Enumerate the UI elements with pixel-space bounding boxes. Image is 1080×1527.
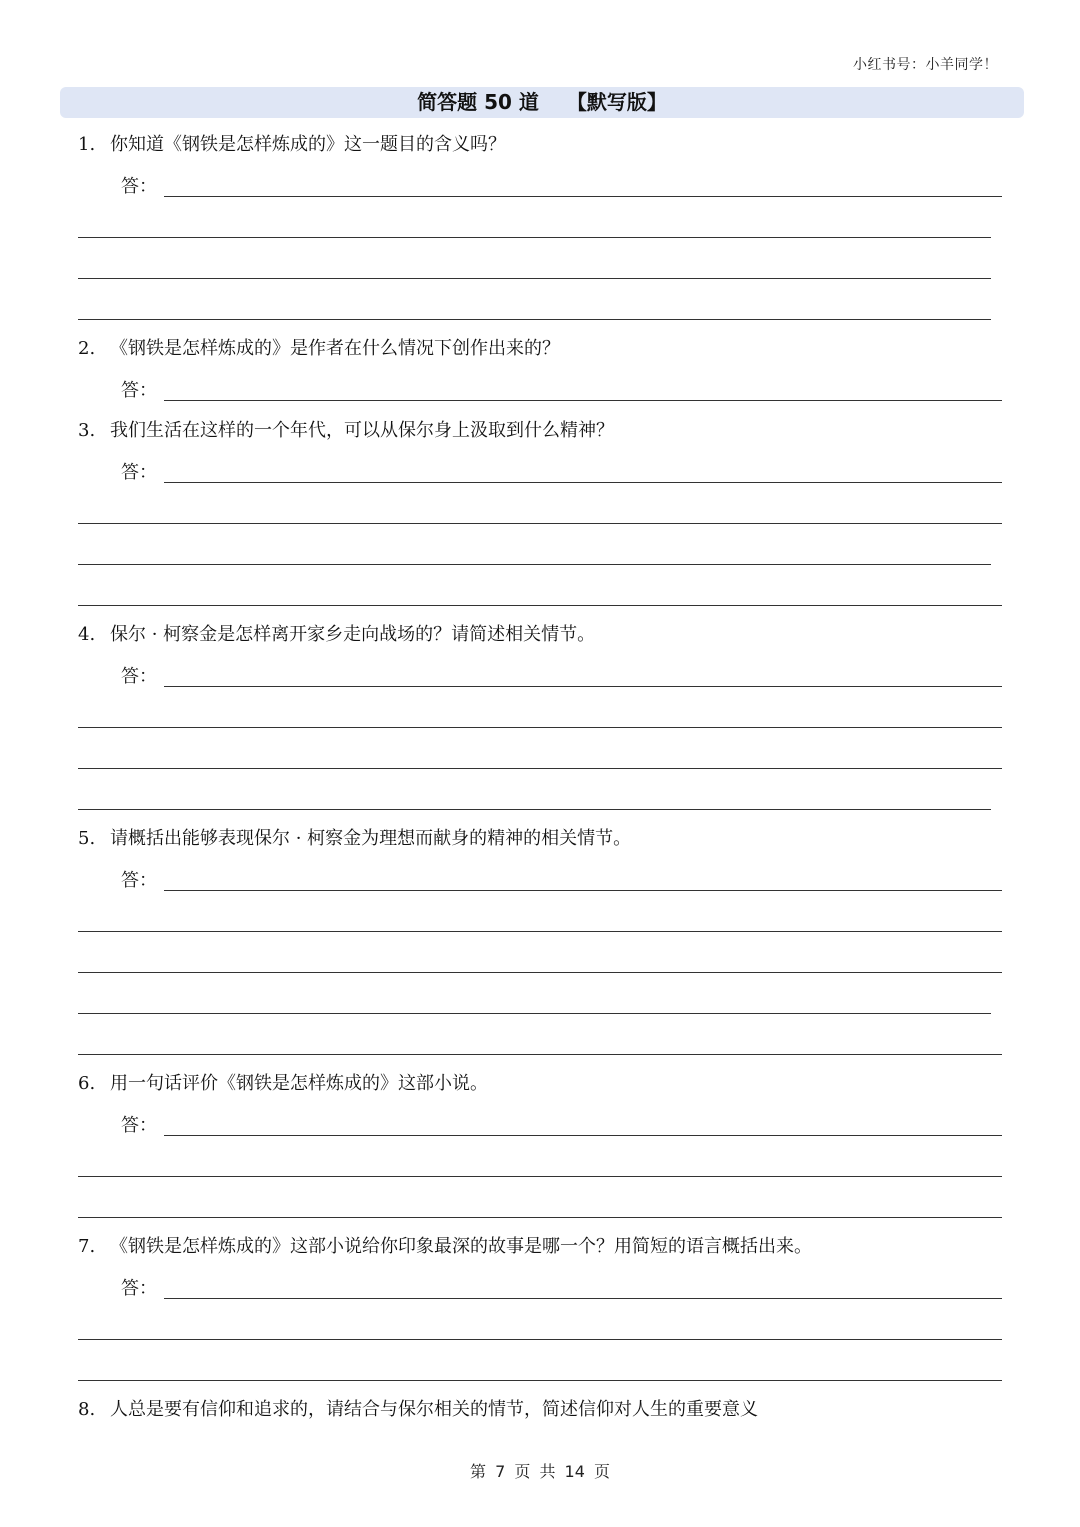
question-number: 7. (78, 1236, 96, 1257)
question-6 (78, 1072, 488, 1096)
section-title: 简答题 50 道 (417, 90, 539, 114)
answer-label: 答： (121, 1115, 157, 1136)
question-4 (78, 623, 595, 647)
question-number: 8. (78, 1399, 96, 1420)
answer-line[interactable] (78, 1054, 1002, 1055)
answer-line[interactable] (78, 972, 1002, 973)
question-text: 保尔 · 柯察金是怎样离开家乡走向战场的？请简述相关情节。 (110, 624, 596, 645)
answer-line[interactable] (78, 727, 1002, 728)
answer-line[interactable] (164, 400, 1002, 401)
answer-label: 答： (121, 1278, 157, 1299)
question-8 (78, 1398, 758, 1422)
question-1 (78, 133, 506, 157)
question-5 (78, 827, 631, 851)
section-subtitle: 【默写版】 (566, 90, 667, 114)
answer-label: 答： (121, 462, 157, 483)
answer-line[interactable] (78, 1217, 1002, 1218)
question-text: 《钢铁是怎样炼成的》是作者在什么情况下创作出来的？ (110, 338, 560, 359)
answer-line[interactable] (78, 605, 1002, 606)
answer-line[interactable] (78, 1013, 991, 1014)
question-7 (78, 1235, 812, 1259)
page-number: 第 7 页 共 14 页 (470, 1462, 610, 1481)
question-text: 用一句话评价《钢铁是怎样炼成的》这部小说。 (110, 1073, 488, 1094)
answer-line[interactable] (164, 196, 1002, 197)
answer-line[interactable] (78, 809, 991, 810)
answer-label: 答： (121, 870, 157, 891)
question-text: 你知道《钢铁是怎样炼成的》这一题目的含义吗？ (110, 134, 506, 155)
question-text: 请概括出能够表现保尔 · 柯察金为理想而献身的精神的相关情节。 (110, 828, 632, 849)
answer-line[interactable] (78, 1176, 1002, 1177)
answer-line[interactable] (78, 278, 991, 279)
question-number: 1. (78, 134, 96, 155)
answer-label: 答： (121, 380, 157, 401)
question-3 (78, 419, 614, 443)
question-number: 4. (78, 624, 96, 645)
question-number: 6. (78, 1073, 96, 1094)
watermark: 小红书号：小羊同学！ (853, 57, 998, 73)
answer-line[interactable] (78, 237, 991, 238)
answer-line[interactable] (164, 1135, 1002, 1136)
answer-line[interactable] (78, 931, 1002, 932)
answer-line[interactable] (164, 482, 1002, 483)
answer-line[interactable] (78, 1380, 1002, 1381)
answer-line[interactable] (164, 1298, 1002, 1299)
answer-line[interactable] (164, 890, 1002, 891)
question-number: 5. (78, 828, 96, 849)
answer-line[interactable] (164, 686, 1002, 687)
question-text: 《钢铁是怎样炼成的》这部小说给你印象最深的故事是哪一个？用简短的语言概括出来。 (110, 1236, 812, 1257)
answer-line[interactable] (78, 564, 991, 565)
answer-label: 答： (121, 176, 157, 197)
answer-line[interactable] (78, 319, 991, 320)
answer-line[interactable] (78, 523, 1002, 524)
answer-line[interactable] (78, 768, 1002, 769)
answer-line[interactable] (78, 1339, 1002, 1340)
question-text: 我们生活在这样的一个年代，可以从保尔身上汲取到什么精神？ (110, 420, 614, 441)
answer-label: 答： (121, 666, 157, 687)
question-2 (78, 337, 560, 361)
question-text: 人总是要有信仰和追求的，请结合与保尔相关的情节，简述信仰对人生的重要意义 (110, 1399, 758, 1420)
question-number: 2. (78, 338, 96, 359)
section-title-bar (60, 87, 1024, 118)
question-number: 3. (78, 420, 96, 441)
